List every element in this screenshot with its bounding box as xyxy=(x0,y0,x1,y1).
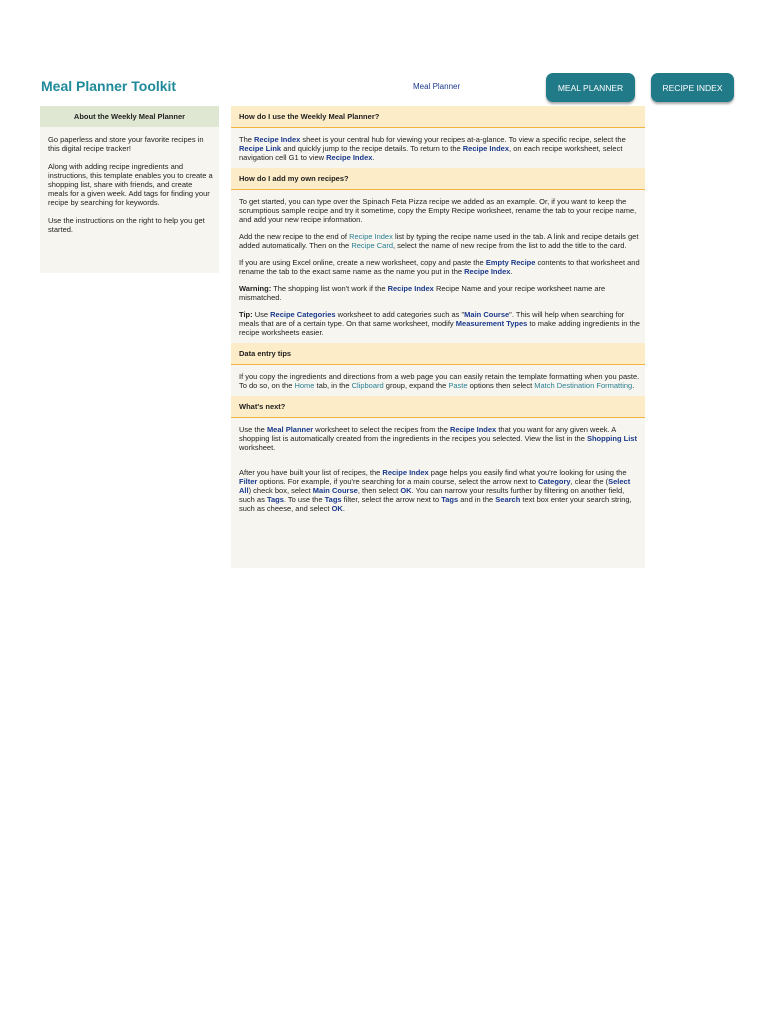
about-paragraph-1: Go paperless and store your favorite recipes in this digital recipe tracker! xyxy=(48,135,204,153)
text-run: Use xyxy=(252,310,271,319)
keyword-recipe-link: Recipe Link xyxy=(239,144,282,153)
how-to-use-paragraph xyxy=(239,135,641,162)
text-run: The xyxy=(239,135,255,144)
keyword-search: Search xyxy=(495,495,521,504)
keyword-tags: Tags xyxy=(324,495,342,504)
text-run: tab, in the xyxy=(314,381,352,390)
text-run: . xyxy=(372,153,375,162)
text-run: After you have built your list of recipes, the xyxy=(239,468,383,477)
instructions-panel xyxy=(231,106,645,568)
keyword-recipe-index: Recipe Index xyxy=(349,232,393,241)
tip-label: Tip: xyxy=(239,310,253,319)
add-recipes-paragraph-3 xyxy=(239,258,641,276)
text-run: , clear the ( xyxy=(570,477,609,486)
text-run: filter, select the arrow next to xyxy=(341,495,442,504)
text-run: . You can narrow your results further by filtering on another field, such as xyxy=(239,486,625,504)
keyword-tags: Tags xyxy=(441,495,459,504)
text-run: . xyxy=(632,381,635,390)
meal-planner-link[interactable]: Meal Planner xyxy=(413,82,461,91)
keyword-main-course: Main Course xyxy=(464,310,510,319)
text-run: worksheet. xyxy=(239,443,276,452)
text-run: The shopping list won't work if the xyxy=(271,284,388,293)
keyword-main-course: Main Course xyxy=(312,486,358,495)
about-paragraph-2: Along with adding recipe ingredients and instructions, this template enables you to create a shopping list, share with friends, and create meals for a given week. Add tags for finding your recipe by searching for keywords. xyxy=(48,162,213,207)
text-run: Add the new recipe to the end of xyxy=(239,232,350,241)
keyword-recipe-index: Recipe Index xyxy=(387,284,434,293)
section-body-data-entry xyxy=(231,365,645,396)
section-header-how-to-use: How do I use the Weekly Meal Planner? xyxy=(231,106,645,128)
text-run: to make adding ingredients in the recipe worksheets easier. xyxy=(239,319,640,337)
text-run: worksheet to add categories such as " xyxy=(335,310,465,319)
about-paragraph-3: Use the instructions on the right to help you get started. xyxy=(48,216,205,234)
section-body-add-recipes xyxy=(231,190,645,343)
whats-next-paragraph-2 xyxy=(239,468,641,513)
text-run: Recipe Name and your recipe worksheet name are mismatched. xyxy=(239,284,606,302)
keyword-recipe-index: Recipe Index xyxy=(462,144,510,153)
text-run: ) check box, select xyxy=(248,486,313,495)
keyword-category: Category xyxy=(538,477,571,486)
add-recipes-paragraph-2 xyxy=(239,232,641,250)
about-panel xyxy=(40,106,219,273)
about-panel-title: About the Weekly Meal Planner xyxy=(40,106,219,127)
text-run: contents to that worksheet and rename the tab to the exact same name as the name you put in the xyxy=(239,258,640,276)
keyword-paste: Paste xyxy=(448,381,468,390)
keyword-recipe-categories: Recipe Categories xyxy=(270,310,336,319)
text-run: . xyxy=(342,504,345,513)
text-run: If you copy the ingredients and directions from a web page you can easily retain the template formatting when you paste. To do so, on the xyxy=(239,372,640,390)
warning-paragraph xyxy=(239,284,641,302)
text-run: and quickly jump to the recipe details. To return to the xyxy=(281,144,463,153)
keyword-measurement-types: Measurement Types xyxy=(455,319,528,328)
keyword-recipe-index: Recipe Index xyxy=(254,135,301,144)
add-recipes-paragraph-1: To get started, you can type over the Spinach Feta Pizza recipe we added as an example. Or, if you want to keep the scrumptious sample recipe and try it sometime, copy the Empty Recipe worksheet, rename the tab to your recipe name, and add your new recipe information. xyxy=(239,197,637,224)
keyword-recipe-index: Recipe Index xyxy=(382,468,429,477)
keyword-recipe-index: Recipe Index xyxy=(464,267,511,276)
text-run: , on each recipe worksheet, select navigation cell G1 to view xyxy=(239,144,623,162)
section-header-whats-next: What's next? xyxy=(231,396,645,418)
text-run: Use the xyxy=(239,425,267,434)
text-run: If you are using Excel online, create a new worksheet, copy and paste the xyxy=(239,258,486,267)
text-run: sheet is your central hub for viewing your recipes at-a-glance. To view a specific recipe, select the xyxy=(300,135,626,144)
keyword-match-destination-formatting: Match Destination Formatting xyxy=(534,381,633,390)
keyword-home: Home xyxy=(294,381,315,390)
page-title: Meal Planner Toolkit xyxy=(41,78,177,94)
meal-planner-button[interactable]: MEAL PLANNER xyxy=(546,73,635,102)
warning-label: Warning: xyxy=(239,284,272,293)
keyword-recipe-index: Recipe Index xyxy=(326,153,373,162)
keyword-ok: OK xyxy=(400,486,412,495)
text-run: list by typing the recipe name used in the tab. A link and recipe details get added automatically. Then on the xyxy=(239,232,639,250)
about-panel-body xyxy=(40,127,219,234)
whats-next-paragraph-1 xyxy=(239,425,641,452)
keyword-filter: Filter xyxy=(239,477,258,486)
keyword-select-all: Select All xyxy=(239,477,631,495)
tip-paragraph xyxy=(239,310,641,337)
recipe-index-button[interactable]: RECIPE INDEX xyxy=(651,73,734,102)
keyword-recipe-card: Recipe Card xyxy=(351,241,393,250)
text-run: . To use the xyxy=(283,495,325,504)
text-run: and in the xyxy=(458,495,496,504)
text-run: , then select xyxy=(357,486,401,495)
keyword-empty-recipe: Empty Recipe xyxy=(485,258,536,267)
text-run: , select the name of new recipe from the list to add the title to the card. xyxy=(393,241,627,250)
text-run: text box enter your search string, such as cheese, and select xyxy=(239,495,632,513)
text-run: worksheet to select the recipes from the xyxy=(313,425,450,434)
keyword-clipboard: Clipboard xyxy=(351,381,384,390)
keyword-recipe-index: Recipe Index xyxy=(449,425,497,434)
data-entry-paragraph xyxy=(239,372,641,390)
keyword-meal-planner: Meal Planner xyxy=(266,425,314,434)
text-run: that you want for any given week. A shopping list is automatically created from the ingredients in the recipes you selected. View the list in the xyxy=(239,425,616,443)
text-run: ". This will help when searching for meals that are of a certain type. On that same worksheet, modify xyxy=(239,310,625,328)
section-header-data-entry: Data entry tips xyxy=(231,343,645,365)
keyword-ok: OK xyxy=(331,504,343,513)
text-run: group, expand the xyxy=(383,381,449,390)
text-run: options then select xyxy=(467,381,535,390)
keyword-shopping-list: Shopping List xyxy=(586,434,637,443)
text-run: options. For example, if you're searching for a main course, select the arrow next to xyxy=(257,477,539,486)
text-run: page helps you easily find what you're looking for using the xyxy=(428,468,627,477)
section-body-how-to-use xyxy=(231,128,645,168)
section-header-add-recipes: How do I add my own recipes? xyxy=(231,168,645,190)
keyword-tags: Tags xyxy=(266,495,284,504)
text-run: . xyxy=(510,267,513,276)
section-body-whats-next xyxy=(231,418,645,519)
